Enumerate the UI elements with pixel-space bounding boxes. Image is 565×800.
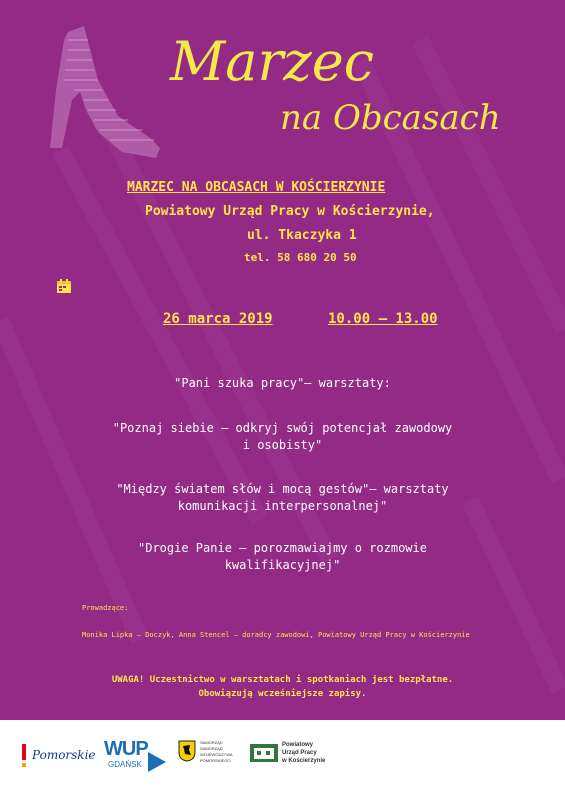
logo-samorzad-line-3: WOJEWÓDZTWA: [200, 752, 233, 757]
footer-logos: [0, 720, 565, 800]
logo-samorzad-line-2: SAMORZĄD: [200, 746, 223, 751]
logo-wup-text: WUP: [104, 738, 148, 760]
workshop-2-line-2: komunikacji interpersonalnej": [177, 499, 388, 513]
event-phone: tel. 58 680 20 50: [244, 251, 357, 264]
logo-wup-city: GDAŃSK: [108, 760, 142, 769]
title-line-1: Marzec: [170, 30, 374, 93]
workshop-3-line-2: kwalifikacyjnej": [224, 558, 341, 572]
logo-wup-gdansk: [104, 738, 170, 778]
building-icon: [250, 744, 278, 762]
title-line-2: na Obcasach: [280, 98, 501, 138]
griffin-crest-icon: [178, 740, 196, 762]
logo-samorzad-line-1: SAMORZĄD: [200, 740, 223, 745]
event-venue: Powiatowy Urząd Pracy w Kościerzynie,: [145, 204, 435, 219]
exclamation-icon: [20, 744, 28, 770]
logo-pup-line-3: w Kościerzynie: [282, 758, 326, 764]
workshops-intro: "Pani szuka pracy"– warsztaty:: [174, 376, 391, 390]
logo-samorzad-line-4: POMORSKIEGO: [200, 758, 231, 763]
logo-pup-line-2: Urząd Pracy: [282, 750, 317, 756]
hosts-label: Prowadzące:: [82, 604, 129, 612]
event-time: 10.00 – 13.00: [328, 311, 438, 327]
workshop-1-line-1: "Poznaj siebie – odkryj swój potencjał zawodowy: [112, 421, 453, 435]
event-date: 26 marca 2019: [163, 311, 273, 327]
calendar-icon: [56, 278, 72, 294]
logo-pomorskie: [20, 744, 100, 770]
workshop-1-line-2: i osobisty": [242, 438, 323, 452]
event-headline: MARZEC NA OBCASACH W KOŚCIERZYNIE: [127, 180, 386, 195]
event-address: ul. Tkaczyka 1: [247, 228, 357, 243]
notice-line-2: Obowiązują wcześniejsze zapisy.: [198, 689, 367, 699]
logo-samorzad: [178, 736, 258, 780]
notice-line-1: UWAGA! Uczestnictwo w warsztatach i spotkaniach jest bezpłatne.: [111, 675, 454, 685]
workshop-2-line-1: "Między światem słów i mocą gestów"– warsztaty: [116, 482, 449, 496]
logo-pomorskie-text: Pomorskie: [32, 748, 96, 762]
logo-pup: [250, 742, 340, 782]
hosts-names: Monika Lipka – Doczyk, Anna Stencel – doradcy zawodowi, Powiatowy Urząd Pracy w Kościerzynie: [82, 631, 470, 639]
wup-arrow-icon: [148, 752, 166, 772]
watermark: ​: [173, 150, 200, 173]
workshop-3-line-1: "Drogie Panie – porozmawiajmy o rozmowie: [138, 541, 427, 555]
logo-pup-line-1: Powiatowy: [282, 742, 314, 748]
high-heel-shoe-icon: [38, 20, 168, 160]
